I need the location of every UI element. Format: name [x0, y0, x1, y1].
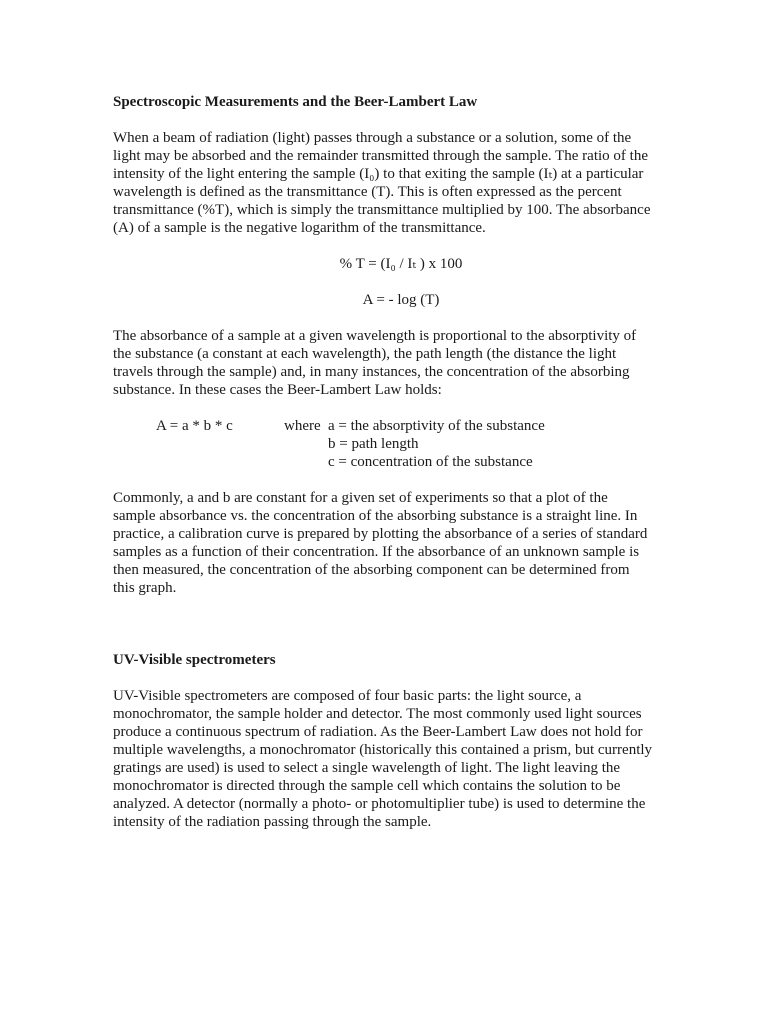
section-heading-beer-lambert: Spectroscopic Measurements and the Beer-Lambert Law — [113, 94, 478, 110]
text-line: the substance (a constant at each wavelength), the path length (the distance the light — [113, 346, 617, 362]
text-line: monochromator, the sample holder and detector. The most commonly used light sources — [113, 706, 642, 722]
text-line: wavelength is defined as the transmittance (T). This is often expressed as the percent — [113, 184, 622, 200]
text-line: intensity of the radiation passing through the sample. — [113, 814, 432, 830]
paragraph-spectrometer-parts — [113, 687, 661, 831]
formula-percent-transmittance: % T = (I₀ / Iₜ ) x 100 — [339, 256, 463, 272]
beer-lambert-equation: A = a * b * c — [156, 418, 233, 434]
text-line: light may be absorbed and the remainder transmitted through the sample. The ratio of the — [113, 148, 648, 164]
section-heading-uv-visible: UV-Visible spectrometers — [113, 652, 276, 668]
text-line: Commonly, a and b are constant for a given set of experiments so that a plot of the — [113, 490, 608, 506]
definition-concentration: c = concentration of the substance — [328, 454, 533, 470]
text-line: samples as a function of their concentration. If the absorbance of an unknown sample is — [113, 544, 640, 560]
text-line: travels through the sample) and, in many instances, the concentration of the absorbing — [113, 364, 630, 380]
text-line: monochromator is directed through the sample cell which contains the solution to be — [113, 778, 621, 794]
text-line: UV-Visible spectrometers are composed of four basic parts: the light source, a — [113, 688, 582, 704]
text-line: analyzed. A detector (normally a photo- or photomultiplier tube) is used to determine the — [113, 796, 646, 812]
where-label: where — [284, 418, 321, 434]
paragraph-transmittance — [113, 129, 661, 237]
text-line: transmittance (%T), which is simply the transmittance multiplied by 100. The absorbance — [113, 202, 651, 218]
text-line: substance. In these cases the Beer-Lambert Law holds: — [113, 382, 442, 398]
paragraph-absorptivity — [113, 327, 661, 399]
text-line: (A) of a sample is the negative logarithm of the transmittance. — [113, 220, 486, 236]
definition-absorptivity: a = the absorptivity of the substance — [328, 418, 545, 434]
text-line: sample absorbance vs. the concentration of the absorbing substance is a straight line. In — [113, 508, 638, 524]
text-line: gratings are used) is used to select a single wavelength of light. The light leaving the — [113, 760, 621, 776]
text-line: then measured, the concentration of the absorbing component can be determined from — [113, 562, 630, 578]
paragraph-calibration-curve — [113, 489, 661, 597]
text-line: practice, a calibration curve is prepared by plotting the absorbance of a series of standard — [113, 526, 648, 542]
document-page — [113, 93, 661, 831]
formula-absorbance: A = - log (T) — [362, 292, 440, 308]
text-line: When a beam of radiation (light) passes through a substance or a solution, some of the — [113, 130, 632, 146]
definition-path-length: b = path length — [328, 436, 419, 452]
text-line: The absorbance of a sample at a given wavelength is proportional to the absorptivity of — [113, 328, 637, 344]
text-line: this graph. — [113, 580, 177, 596]
text-line: intensity of the light entering the sample (I₀) to that exiting the sample (Iₜ) at a particular — [113, 166, 644, 182]
beer-lambert-equation-block — [156, 417, 661, 471]
text-line: multiple wavelengths, a monochromator (historically this contained a prism, but currently — [113, 742, 653, 758]
text-line: produce a continuous spectrum of radiation. As the Beer-Lambert Law does not hold for — [113, 724, 643, 740]
